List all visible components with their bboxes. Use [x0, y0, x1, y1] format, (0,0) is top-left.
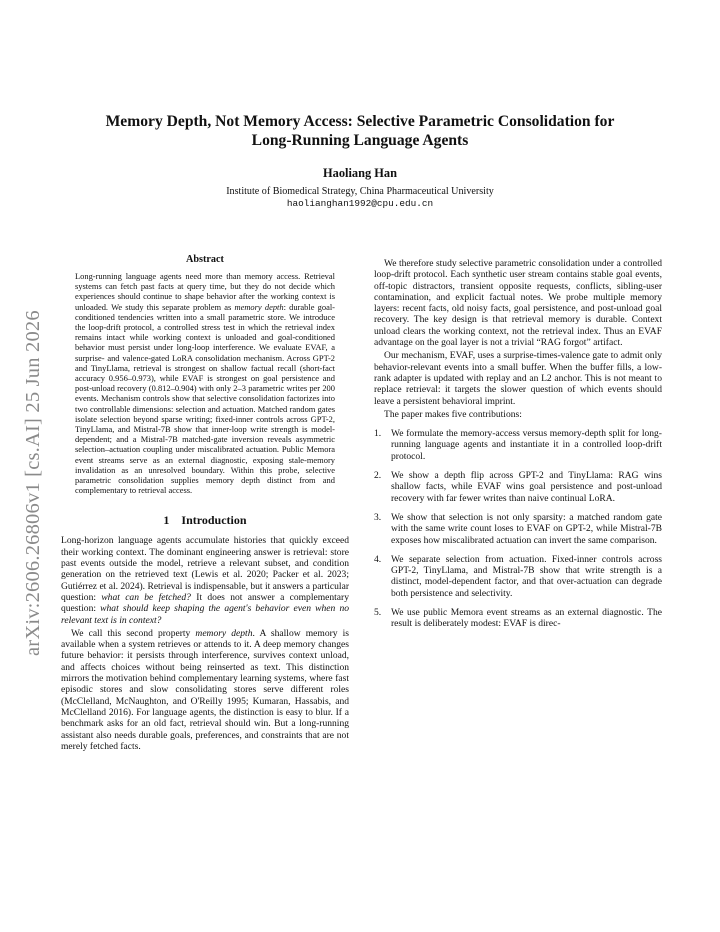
intro-paragraph-2: We call this second property memory depth. A shallow memory is available when a system retrieves or attends to it. A deep memory changes future behavior: it persists through interference, survives context unload, and affects choices without being reinserted as text. This distinction mirrors the motivation behind complementary learning systems, where fast episodic stores and slow consolidating stores serve different roles (McClelland, McNaughton, and O'Reilly 1995; Kumaran, Hassabis, and McClelland 2016). For language agents, the distinction is easy to blur. If a benchmark asks for an old fact, retrieval should win. But a long-running assistant also needs durable goals, preferences, and constraints that are not merely fetched facts.: [61, 627, 350, 752]
contribution-text: We separate selection from actuation. Fixed-inner controls across GPT-2, TinyLlama, and Mistral-7B show that write strength is a distinct, model-dependent factor, and that over-actuation can degrade both persistence and selectivity.: [391, 553, 662, 599]
author-name: Haoliang Han: [322, 166, 398, 180]
author-affiliation: Institute of Biomedical Strategy, China Pharmaceutical University: [226, 186, 494, 197]
section-title: Introduction: [181, 513, 247, 528]
contribution-number: 2.: [374, 470, 382, 482]
contribution-item: [374, 470, 662, 504]
contribution-text: We formulate the memory-access versus memory-depth split for long-running language agents and instantiate it in a controlled loop-drift protocol.: [391, 428, 662, 462]
title-line-2: Long-Running Language Agents: [251, 132, 469, 149]
left-column: [61, 254, 349, 752]
intro-paragraph-4: Our mechanism, EVAF, uses a surprise-times-valence gate to admit only behavior-relevant events into a small buffer. When the buffer fills, a low-rank adapter is updated with replay and an L2 anchor. This is not meant to replace retrieval: it targets the slower question of which events should leave a persistent behavioral imprint.: [374, 350, 662, 407]
contribution-item: [374, 554, 662, 599]
contribution-number: 4.: [374, 553, 382, 565]
arxiv-identifier: arXiv:2606.26806v1 [cs.AI] 25 Jun 2026: [22, 310, 44, 656]
right-column: [374, 256, 662, 638]
section-heading-introduction: [61, 513, 349, 528]
contribution-item: [374, 607, 662, 630]
title-line-1: Memory Depth, Not Memory Access: Selective Parametric Consolidation for: [105, 113, 615, 130]
author-email: haolianghan1992@cpu.edu.cn: [286, 198, 434, 209]
contributions-list: [374, 428, 662, 629]
contribution-number: 3.: [374, 511, 382, 523]
abstract-heading: Abstract: [186, 254, 224, 265]
paper-title: [60, 112, 660, 150]
intro-paragraph-3: We therefore study selective parametric consolidation under a controlled loop-drift protocol. Each synthetic user stream contains stable goal events, off-topic distractors, transient opposite requests, conflicts, sibling-user contamination, and explicit factual notes. We probe multiple memory layers: recent facts, old noisy facts, goal persistence, and post-unload goal recovery. The key design is that retrieval memory is durable. Context unload clears the working context, not the retrieval index. Thus an EVAF advantage on the goal layer is not a trivial “RAG forgot” artifact.: [374, 258, 662, 349]
contribution-item: [374, 428, 662, 462]
abstract-text: Long-running language agents need more than memory access. Retrieval systems can fetch past facts at query time, but they do not decide which experiences should continue to shape behavior after the working context is unloaded. We study this separate problem as memory depth: durable goal-conditioned tendencies written into a small parametric store. We introduce the loop-drift protocol, a controlled stress test in which the retrieval index remains intact while working context is unloaded and goal-conditioned behavior must persist under long-loop interference. We evaluate EVAF, a surprise- and valence-gated LoRA consolidation mechanism. Across GPT-2 and TinyLlama, retrieval is strongest on shallow factual recall (short-fact accuracy 0.956–0.973), while EVAF is strongest on goal persistence and post-unload recovery (0.812–0.904) with only 2–3 parametric writes per 200 events. Mechanism controls show that selective consolidation factorizes into two controllable dimensions: selection and actuation. Matched random gates isolate selection beyond sparse writing; fixed-inner controls across GPT-2, TinyLlama, and Mistral-7B show that inner-loop write strength is model-dependent; and a Mistral-7B matched-gate inversion reveals asymmetric selection–actuation coupling under miscalibrated actuation. Public Memora event streams serve as an external diagnostic, exposing stale-memory invalidation as an unresolved boundary. Within this probe, selective parametric consolidation supplies memory depth distinct from and complementary to retrieval access.: [75, 271, 335, 496]
section-number: 1: [163, 513, 170, 528]
contribution-text: We show that selection is not only sparsity: a matched random gate with the same write count loses to EVAF on GPT-2, while Mistral-7B exposes how miscalibrated actuation can invert the same comparison.: [391, 511, 662, 546]
paper-header: [60, 112, 660, 209]
contribution-item: [374, 512, 662, 546]
contribution-number: 5.: [374, 607, 382, 619]
contribution-number: 1.: [374, 428, 382, 440]
intro-paragraph-5: The paper makes five contributions:: [384, 408, 522, 420]
contribution-text: We show a depth flip across GPT-2 and TinyLlama: RAG wins shallow facts, while EVAF wins goal persistence and post-unload recovery with far fewer writes than naive continual LoRA.: [391, 470, 662, 504]
contribution-text: We use public Memora event streams as an external diagnostic. The result is deliberately modest: EVAF is direc-: [391, 607, 662, 630]
intro-paragraph-1: Long-horizon language agents accumulate histories that quickly exceed their working context. The dominant engineering answer is retrieval: store past events outside the model, retrieve a relevant subset, and condition generation on the retrieved text (Lewis et al. 2020; Packer et al. 2023; Gutiérrez et al. 2024). Retrieval is indispensable, but it answers a particular question: what can be fetched? It does not answer a complementary question: what should keep shaping the agent's behavior even when no relevant text is in context?: [61, 535, 349, 626]
